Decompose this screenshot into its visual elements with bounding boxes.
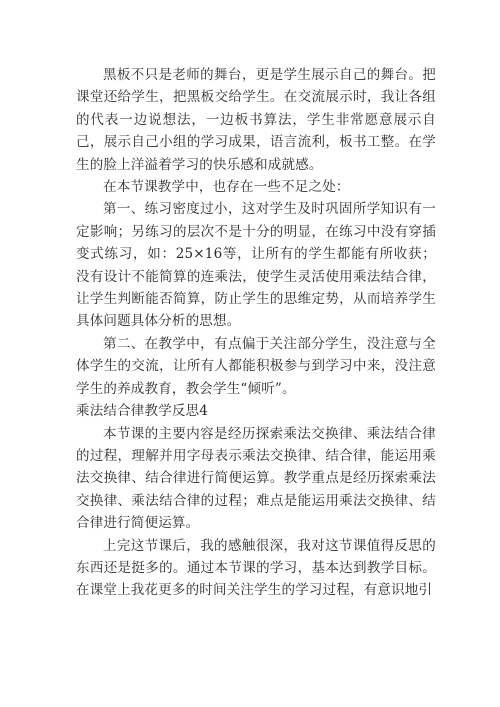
section-heading: 乘法结合律教学反思4: [76, 403, 209, 420]
paragraph-lesson-content: 本节课的主要内容是经历探索乘法交换律、乘法结合律的过程，理解并用字母表示乘法交换律、结合律，能运用乘法交换律、结合律进行简便运算。教学重点是经历探索乘法交换律、乘法结合律的过程；难点是能运用乘法交换律、结合律进行简便运算。: [76, 425, 436, 532]
paragraph-blackboard: 黑板不只是老师的舞台，更是学生展示自己的舞台。把课堂还给学生，把黑板交给学生。在交流展示时，我让各组的代表一边说想法，一边板书算法，学生非常愿意展示自己，展示自己小组的学习成果，语言流利，板书工整。在学生的脸上洋溢着学习的快乐感和成就感。: [76, 67, 436, 173]
document-body: [76, 64, 436, 602]
paragraph-first-point: 第一、练习密度过小，这对学生及时巩固所学知识有一定影响；另练习的层次不是十分的明显，在练习中没有穿插变式练习，如：25×16等，让所有的学生都能有所收获；没有设计不能简算的连乘法，使学生灵活使用乘法结合律，让学生判断能否简算，防止学生的思维定势，从而培养学生具体问题具体分析的思想。: [76, 201, 436, 330]
paragraph-reflection: 上完这节课后，我的感触很深，我对这节课值得反思的东西还是挺多的。通过本节课的学习，基本达到教学目标。在课堂上我花更多的时间关注学生的学习过程，有意识地引: [76, 537, 436, 599]
paragraph-second-point: 第二、在教学中，有点偏于关注部分学生，没注意与全体学生的交流，让所有人都能积极参与到学习中来，没注意学生的养成教育，教会学生“倾听”。: [76, 335, 436, 397]
paragraph-shortcomings-intro: 在本节课教学中，也存在一些不足之处：: [103, 179, 350, 196]
